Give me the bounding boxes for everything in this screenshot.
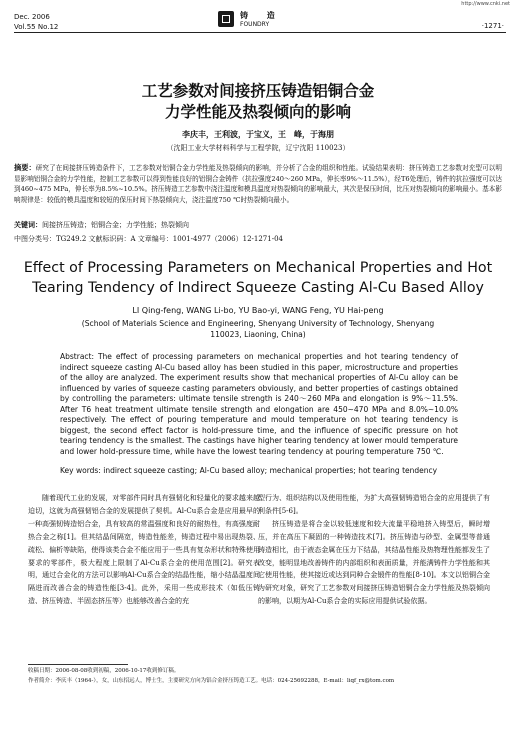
header-rule [14,32,506,33]
footnote-rule [28,664,128,665]
body-left-column [28,492,260,608]
authors-cn: 李庆丰，王利波，于宝义，王 峰，于海朋 [182,129,334,139]
abstract-en-text: The effect of processing parameters on mechanical properties and hot tearing tendency of indirect squeeze casting Al-Cu based alloy has been studied in this paper, microstructure and properties of the alloy are analyzed. The experiment results show that mechanical properties of Al-Cu alloy can be influenced by varies of squeeze casting parameters obviously, and better properties of castings obtained by controlling the parameters: ultimate tensile strength is 240～260 MPa and elongation is 9%～11.5%. After T6 heat treatment ultimate tensile strength and elongation are 450~470 MPa and 8.0%~10.0% respectively. The effect of pouring temperature and mould temperature on hot tearing tendency is biggest, the second effect factor is hold-pressure time, and the influence of specific pressure on hot tearing tendency is the smallest. The castings have higher tearing tendency at lower mould temperature and lower hold-pressure time, while have the lowest tearing tendency at pouring temperature 750 ℃. [60,352,458,456]
affiliation-en [0,318,516,340]
header-issue [14,12,58,32]
keywords-cn-label: 关键词： [14,220,42,229]
keywords-cn [14,220,502,230]
journal-name-en: FOUNDRY [240,21,270,28]
title-en [0,258,516,298]
journal-logo-icon [218,11,234,27]
title-en-line1: Effect of Processing Parameters on Mechanical Properties and Hot [23,260,493,276]
title-cn-line1: 工艺参数对间接挤压铸造铝铜合金 [141,81,375,100]
keywords-en-text: indirect squeeze casting; Al-Cu based alloy; mechanical properties; hot tearing tendency [103,466,438,475]
affiliation-cn: （沈阳工业大学材料科学与工程学院，辽宁沈阳 110023） [166,144,350,152]
keywords-en-label: Key words: [60,466,104,475]
body-paragraph: 挤压铸造是将合金以较低速度和较大流量平稳地挤入铸型后，瞬时增压，并在高压下凝固的一种铸造技术[7]。挤压铸造与砂型、金属型等普通铸造相比，由于液态金属在压力下结晶，其结晶性能及热物理性能都发生了改变，能明显地改善铸件的内部组织和表面质量，并能满铸件力学性能和其它使用性能，使其接近或达到同种合金锻件的性能[8-10]。本文以铝铜合金为研究对象，研究了工艺参数对间接挤压铸造铝铜合金力学性能及热裂倾向的影响，以期为Al-Cu系合金的实际应用提供试验依据。 [258,519,490,606]
affiliation-en-line1: (School of Materials Science and Engineering, Shenyang University of Technology, Shenyang [81,319,435,328]
footnote-received: 收稿日期：2006-08-08收到初稿，2006-10-17收到修订稿。 [28,668,180,674]
classification-cn: 中图分类号：TG249.2 文献标识码：A 文章编号：1001-4977（2006）12-1271-04 [14,235,283,243]
title-cn-line2: 力学性能及热裂倾向的影响 [164,102,351,121]
footnote-author: 作者简介：李庆丰（1964-），女，山东招远人，博士生，主要研究方向为铝合金挤压铸造工艺。电话：024-25692288，E-mail：liqf_rx@tom.com [28,678,395,684]
body-paragraph: 随着现代工业的发展，对零部件同时具有强韧化和轻量化的要求越来越迫切，这就为高强韧铝合金的发展提供了契机。Al-Cu系合金是应用最早的一种高强韧铸造铝合金，具有较高的常温强度和良好的耐热性，有高强度耐热合金之称[1]。但其结晶间隔宽，铸造性能差，铸造过程中易出现热裂、疏松、偏析等缺陷，使得该类合金不能应用于一些具有复杂形状和特殊使用要求的零部件，极大程度上限制了Al-Cu系合金的使用范围[2]。研究表明，通过合金化的方法可以影响Al-Cu系合金的结晶性能，缩小结晶温度间隔进而改善合金的铸造性能[3-4]。此外，采用一些成形技术（如低压铸造、挤压铸造、半固态挤压等）也能够改善合金的充 [28,494,260,606]
page-number: ·1271· [481,22,504,30]
abstract-en [60,352,458,457]
journal-name-cn: 铸 造 [240,10,283,20]
abstract-cn [14,163,502,205]
abstract-en-label: Abstract: [60,352,98,361]
header-date: Dec. 2006 [14,13,50,21]
title-en-line2: Tearing Tendency of Indirect Squeeze Casting Al-Cu Based Alloy [32,280,484,296]
body-paragraph: 型行为、组织结构以及使用性能，为扩大高强韧铸造铝合金的应用提供了有利条件[5-6]。 [258,494,490,515]
abstract-cn-text: 研究了在间接挤压铸造条件下，工艺参数对铝铜合金力学性能及热裂倾向的影响，并分析了合金的组织和性能。试验结果表明：挤压铸造工艺参数对充型可以明显影响铝铜合金的力学性能，控制工艺参数可以得到性能良好的铝铜合金铸件（抗拉强度240～260 MPa，伸长率9%～11.5%），经T6处理后，铸件的抗拉强度可以达到460~475 MPa，伸长率为8.5%~10.5%。挤压铸造工艺参数中浇注温度和模具温度对热裂倾向的影响最大，其次是保压时间，比压对热裂倾向的影响最小。基本影响规律是：较低的模具温度和较短的保压时间下热裂倾向大，浇注温度750 ℃时热裂倾向最小。 [14,164,502,204]
header-volume: Vol.55 No.12 [14,23,59,31]
affiliation-en-line2: 110023, Liaoning, China) [210,330,306,339]
body-right-column [258,492,490,608]
keywords-cn-text: 间接挤压铸造；铝铜合金；力学性能；热裂倾向 [42,221,189,229]
header-url: http://www.cnki.net [461,1,510,7]
abstract-cn-label: 摘要： [14,163,36,172]
authors-en: LI Qing-feng, WANG Li-bo, YU Bao-yi, WANG Feng, YU Hai-peng [132,306,384,315]
keywords-en [60,466,458,475]
